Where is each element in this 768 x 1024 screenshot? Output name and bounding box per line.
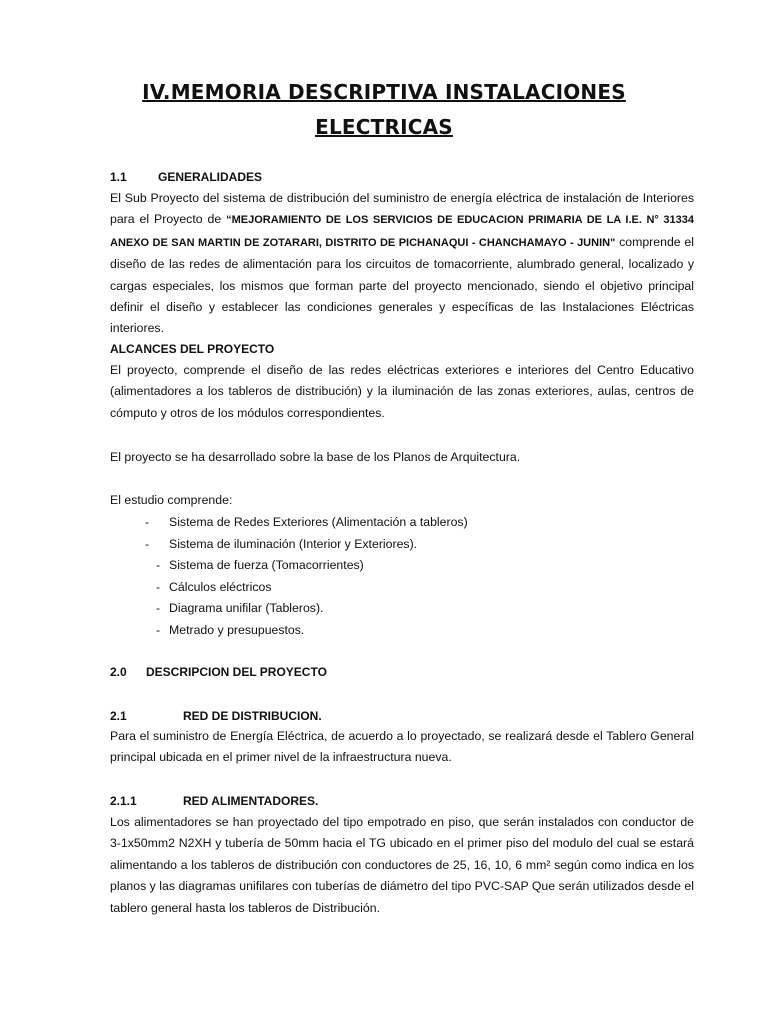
bullet-dash: -: [156, 580, 161, 594]
section-heading-2-1-1: [110, 794, 318, 808]
section-heading-1-1: [110, 170, 262, 184]
section-heading-alcances: ALCANCES DEL PROYECTO: [110, 342, 275, 356]
list-item-text: Diagrama unifilar (Tableros).: [169, 601, 324, 615]
section-number: 2.0: [110, 665, 127, 679]
section-number: 2.1.1: [110, 794, 137, 808]
list-item-text: Metrado y presupuestos.: [169, 623, 305, 637]
paragraph-alcances: El proyecto, comprende el diseño de las redes eléctricas exteriores e interiores del Centro Educativo (alimentadores a los tableros de distribución) y la iluminación de las zonas exteriores, aulas, centros de cómputo y otros de los módulos correspondientes.: [110, 363, 694, 420]
section-title: GENERALIDADES: [158, 170, 263, 184]
paragraph-arquitectura: El proyecto se ha desarrollado sobre la base de los Planos de Arquitectura.: [110, 450, 521, 464]
project-name: “MEJORAMIENTO DE LOS SERVICIOS DE EDUCACION PRIMARIA DE LA I.E. N° 31334 ANEXO DE SAN MARTIN DE ZOTARARI, DISTRITO DE PICHANAQUI - CHANCHAMAYO - JUNIN": [110, 214, 694, 249]
section-heading-2-0: [110, 665, 327, 679]
document-title-line-1: IV.MEMORIA DESCRIPTIVA INSTALACIONES: [142, 80, 626, 104]
paragraph-generalidades: [110, 188, 694, 340]
section-title: RED ALIMENTADORES.: [183, 794, 319, 808]
section-heading-2-1: [110, 709, 322, 723]
section-number: 1.1: [110, 170, 127, 184]
paragraph-text: El Sub Proyecto del sistema de distribución del suministro de energía eléctrica de instalación de Interiores para el Proyecto de: [110, 191, 694, 227]
document-title-line-2: ELECTRICAS: [315, 115, 453, 139]
paragraph-estudio: El estudio comprende:: [110, 493, 233, 507]
bullet-dash: -: [156, 623, 161, 637]
bullet-dash: -: [145, 515, 150, 529]
paragraph-red-alimentadores: Los alimentadores se han proyectado del tipo empotrado en piso, que serán instalados con conductor de 3-1x50mm2 N2XH y tubería de 50mm hacia el TG ubicado en el primer piso del modulo del cual se estará alimentando a los tableros de distribución con conductores de 25, 16, 10, 6 mm² según como indica en los planos y las diagramas unifilares con tuberías de diámetro del tipo PVC-SAP Que serán utilizados desde el tablero general hasta los tableros de Distribución.: [110, 815, 694, 915]
section-title: RED DE DISTRIBUCION.: [183, 709, 322, 723]
list-item-text: Sistema de iluminación (Interior y Exteriores).: [169, 537, 418, 551]
list-item-text: Cálculos eléctricos: [169, 580, 272, 594]
list-item-text: Sistema de fuerza (Tomacorrientes): [169, 558, 364, 572]
paragraph-red-distribucion: Para el suministro de Energía Eléctrica, de acuerdo a lo proyectado, se realizará desde el Tablero General principal ubicada en el primer nivel de la infraestructura nueva.: [110, 729, 694, 765]
bullet-dash: -: [156, 601, 161, 615]
list-item-text: Sistema de Redes Exteriores (Alimentación a tableros): [169, 515, 468, 529]
paragraph-text: comprende el diseño de las redes de alimentación para los circuitos de tomacorriente, alumbrado general, localizado y cargas especiales, los mismos que forman parte del proyecto mencionado, siendo el objetivo principal definir el diseño y establecer las condiciones generales y específicas de las Instalaciones Eléctricas interiores.: [110, 234, 694, 336]
section-number: 2.1: [110, 709, 127, 723]
bullet-dash: -: [145, 537, 150, 551]
bullet-dash: -: [156, 558, 161, 572]
section-title: DESCRIPCION DEL PROYECTO: [146, 665, 327, 679]
